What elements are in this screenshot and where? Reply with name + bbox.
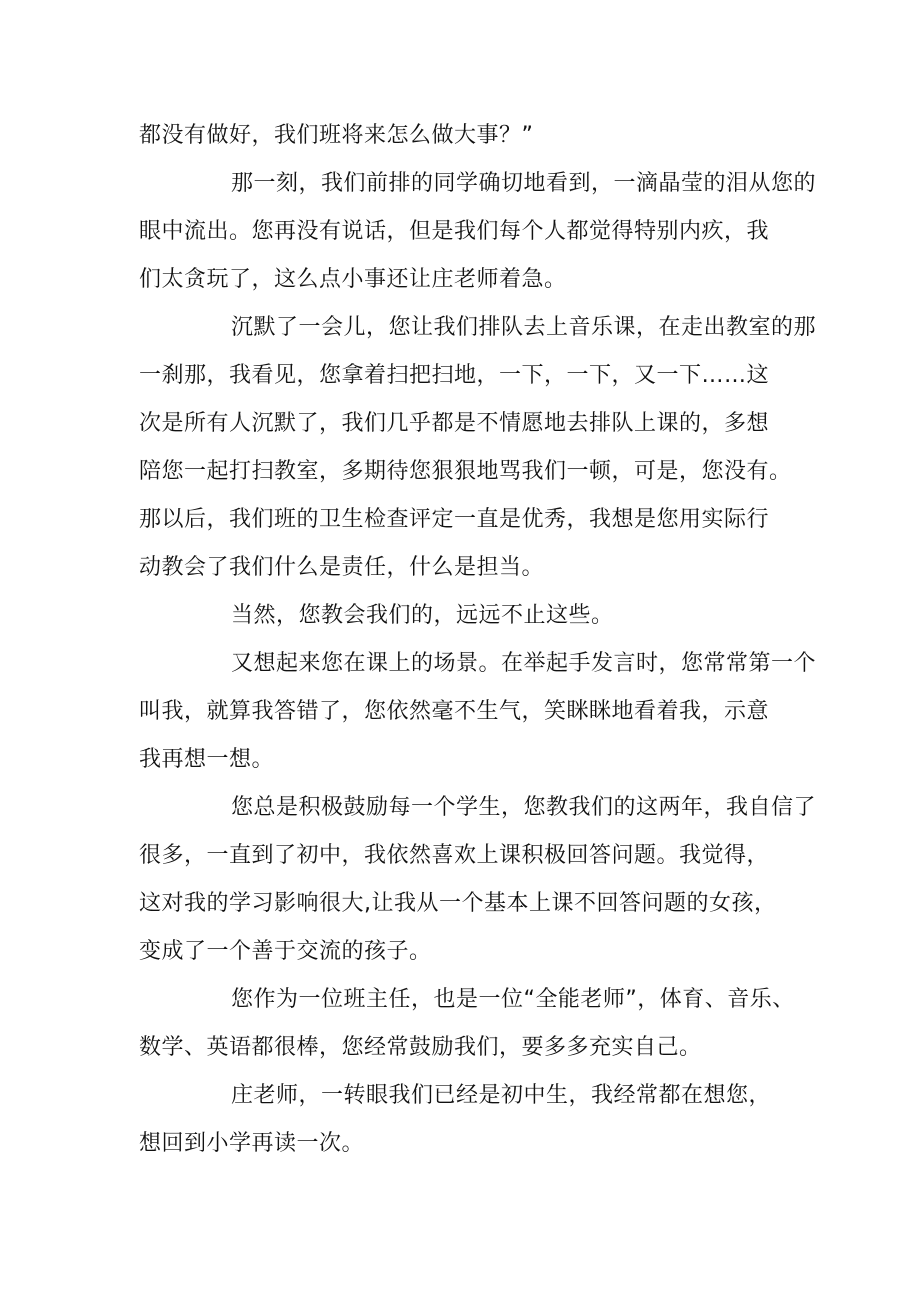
text-body — [139, 112, 817, 1168]
text-line: 都没有做好，我们班将来怎么做大事？” — [139, 123, 534, 148]
text-line: 们太贪玩了，这么点小事还让庄老师着急。 — [139, 267, 567, 292]
text-line: 变成了一个善于交流的孩子。 — [139, 939, 432, 964]
paragraph-3 — [139, 304, 817, 592]
text-line: 一刹那，我看见，您拿着扫把扫地，一下，一下，又一下……这 — [139, 363, 770, 388]
text-line: 当然，您教会我们的，远远不止这些。 — [231, 603, 614, 628]
text-line: 动教会了我们什么是责任，什么是担当。 — [139, 555, 545, 580]
text-line: 沉默了一会儿，您让我们排队去上音乐课，在走出教室的那 — [231, 315, 817, 340]
text-line: 次是所有人沉默了，我们几乎都是不情愿地去排队上课的，多想 — [139, 411, 770, 436]
text-line: 您总是积极鼓励每一个学生，您教我们的这两年，我自信了 — [231, 795, 817, 820]
text-line: 想回到小学再读一次。 — [139, 1131, 365, 1156]
text-line: 那以后，我们班的卫生检查评定一直是优秀，我想是您用实际行 — [139, 507, 770, 532]
text-line: 又想起来您在课上的场景。在举起手发言时，您常常第一个 — [231, 651, 817, 676]
text-line: 叫我，就算我答错了，您依然毫不生气，笑眯眯地看着我，示意 — [139, 699, 770, 724]
text-line: 眼中流出。您再没有说话，但是我们每个人都觉得特别内疚，我 — [139, 219, 770, 244]
paragraph-4 — [139, 592, 799, 640]
text-line: 这对我的学习影响很大,让我从一个基本上课不回答问题的女孩， — [139, 891, 777, 916]
text-line: 陪您一起打扫教室，多期待您狠狠地骂我们一顿，可是，您没有。 — [139, 459, 792, 484]
text-line: 庄老师，一转眼我们已经是初中生，我经常都在想您， — [231, 1083, 772, 1108]
text-line: 我再想一想。 — [139, 747, 275, 772]
paragraph-6 — [139, 784, 817, 976]
paragraph-8 — [139, 1072, 799, 1168]
text-line: 那一刻，我们前排的同学确切地看到，一滴晶莹的泪从您的 — [231, 171, 817, 196]
text-line: 您作为一位班主任，也是一位“全能老师”，体育、音乐、 — [231, 987, 795, 1012]
paragraph-7 — [139, 976, 799, 1072]
text-line: 很多，一直到了初中，我依然喜欢上课积极回答问题。我觉得， — [139, 843, 770, 868]
paragraph-2 — [139, 160, 817, 304]
paragraph-5 — [139, 640, 817, 784]
text-line: 数学、英语都很棒，您经常鼓励我们，要多多充实自己。 — [139, 1035, 702, 1060]
paragraph-1 — [139, 112, 799, 160]
